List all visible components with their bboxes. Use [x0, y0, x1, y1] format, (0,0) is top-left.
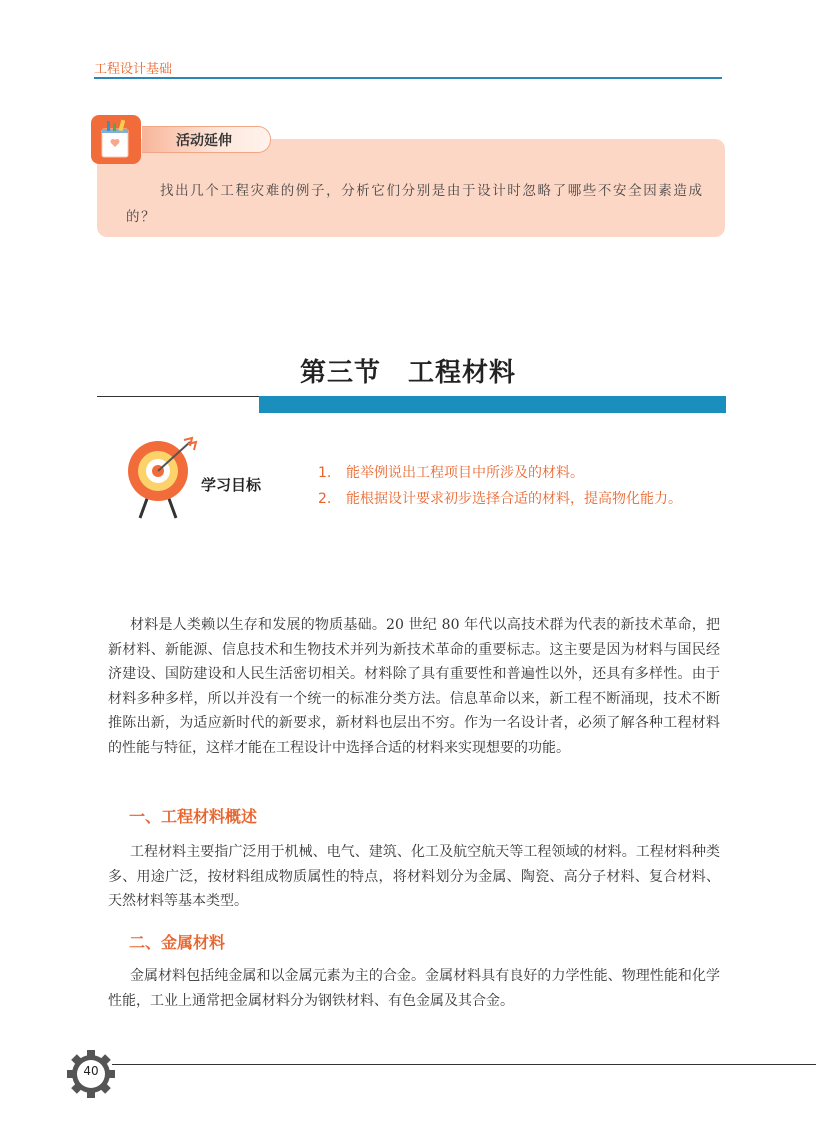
header-rule [94, 77, 722, 79]
footer-rule [112, 1064, 816, 1065]
title-underline [97, 396, 259, 397]
metal-paragraph: 金属材料包括纯金属和以金属元素为主的合金。金属材料具有良好的力学性能、物理性能和化学性能，工业上通常把金属材料分为钢铁材料、有色金属及其合金。 [108, 968, 720, 1009]
activity-label: 活动延伸 [176, 133, 232, 149]
objective-item: 2. 能根据设计要求初步选择合适的材料，提高物化能力。 [318, 491, 682, 507]
title-bar [259, 396, 726, 413]
section-heading-overview: 一、工程材料概述 [129, 807, 258, 826]
section-heading-metal: 二、金属材料 [129, 933, 226, 952]
page-number: 40 [83, 1064, 99, 1078]
activity-tag [142, 126, 271, 153]
objectives-list [318, 460, 682, 512]
overview-paragraph: 工程材料主要指广泛用于机械、电气、建筑、化工及航空航天等工程领域的材料。工程材料种类多、用途广泛，按材料组成物质属性的特点，将材料划分为金属、陶瓷、高分子材料、复合材料、天然材料等基本类型。 [108, 844, 720, 910]
objectives-label: 学习目标 [201, 476, 262, 494]
objective-item: 1. 能举例说出工程项目中所涉及的材料。 [318, 465, 584, 481]
target-icon [122, 436, 202, 520]
running-header: 工程设计基础 [94, 62, 173, 77]
notebook-icon [91, 115, 141, 164]
section-title: 第三节 工程材料 [299, 358, 516, 388]
intro-paragraph: 材料是人类赖以生存和发展的物质基础。20 世纪 80 年代以高技术群为代表的新技术革命，把新材料、新能源、信息技术和生物技术并列为新技术革命的重要标志。这主要是因为材料与国民经济建设、国防建设和人民生活密切相关。材料除了具有重要性和普遍性以外，还具有多样性。由于材料多种多样，所以并没有一个统一的标准分类方法。信息革命以来，新工程不断涌现，技术不断推陈出新，为适应新时代的新要求，新材料也层出不穷。作为一名设计者，必须了解各种工程材料的性能与特征，这样才能在工程设计中选择合适的材料来实现想要的功能。 [108, 617, 720, 756]
activity-text: 找出几个工程灾难的例子，分析它们分别是由于设计时忽略了哪些不安全因素造成的？ [126, 183, 704, 225]
